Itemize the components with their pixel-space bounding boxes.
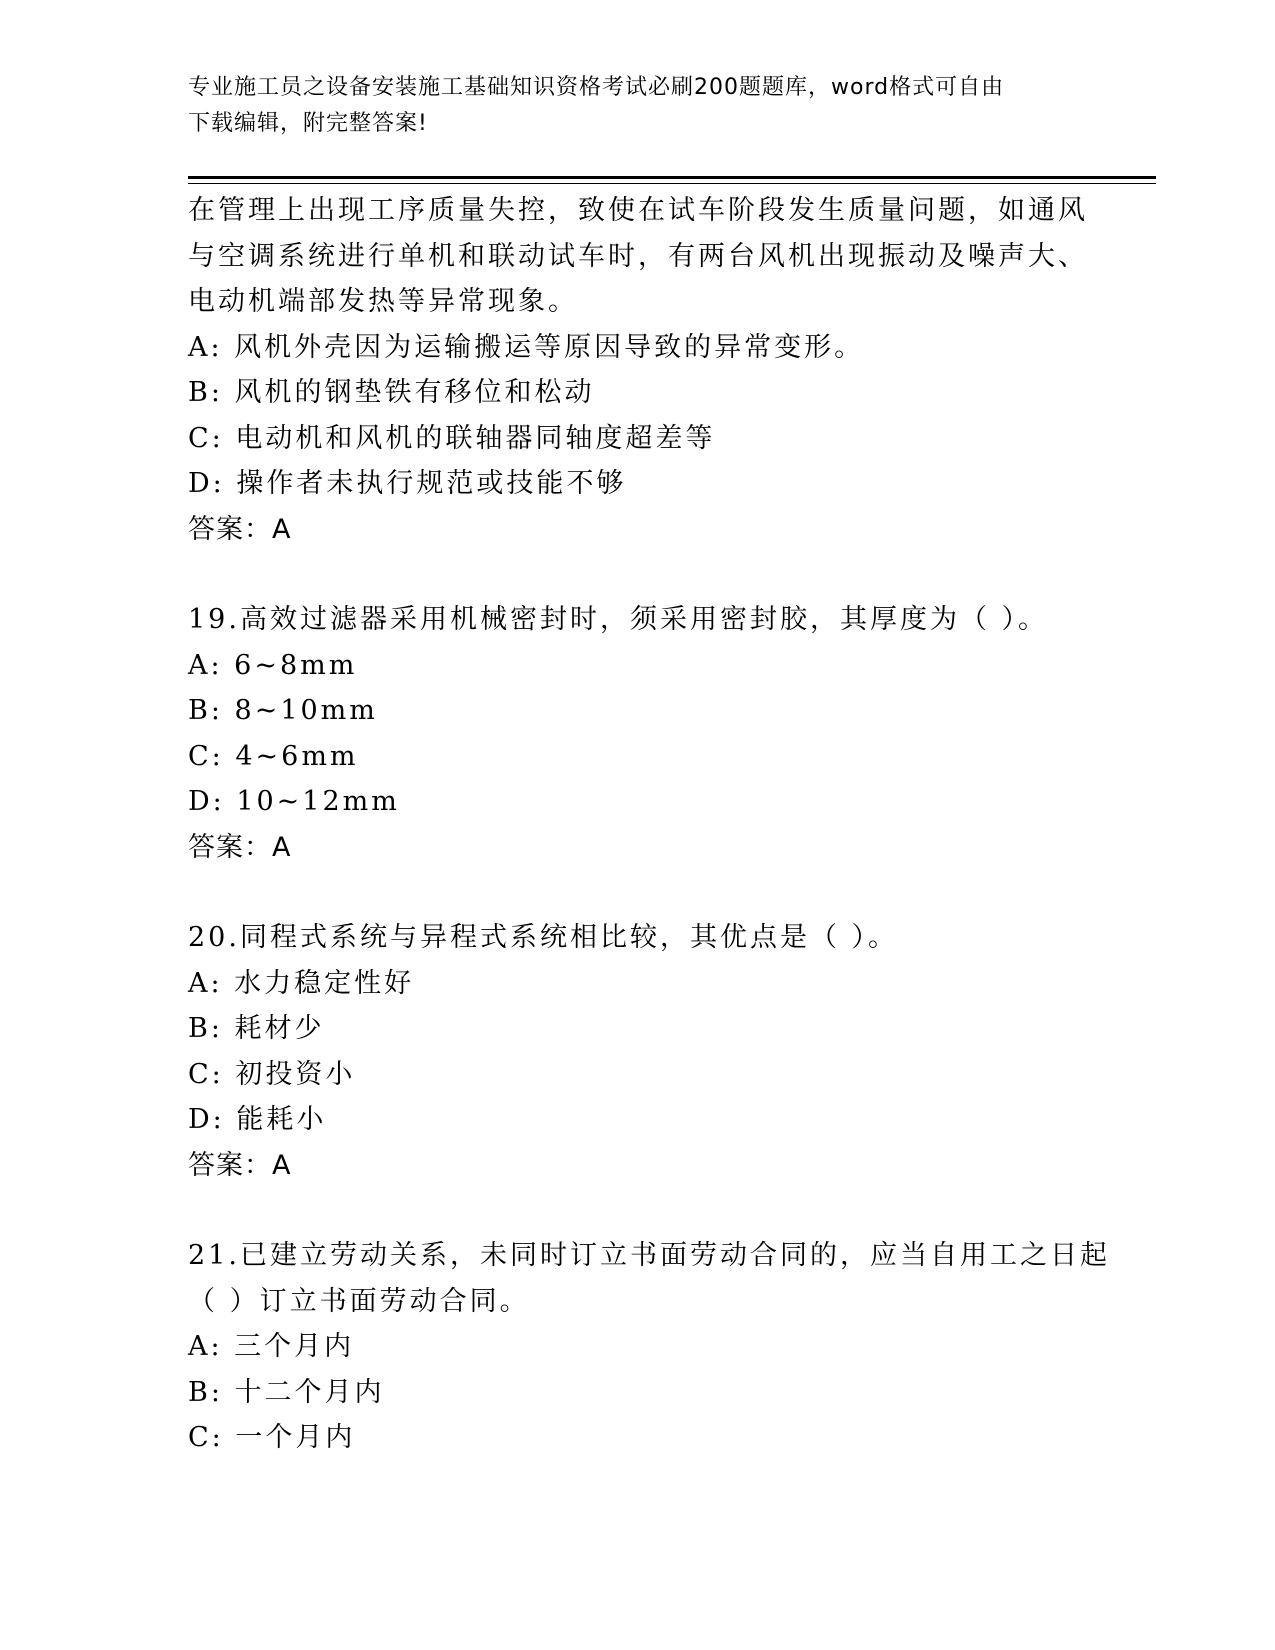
answer-line: 答案：A bbox=[188, 1149, 292, 1181]
answer-line: 答案：A bbox=[188, 513, 292, 545]
document-header bbox=[188, 70, 1088, 142]
option-a: A: 三个月内 bbox=[188, 1331, 355, 1362]
question-block-21 bbox=[188, 1233, 1108, 1461]
spacer bbox=[188, 1188, 1108, 1233]
option-b: B: 风机的钢垫铁有移位和松动 bbox=[188, 377, 595, 408]
header-rule-thick bbox=[188, 176, 1156, 179]
question-block-continued bbox=[188, 188, 1108, 552]
answer-line: 答案：A bbox=[188, 831, 292, 863]
question-stem: 20.同程式系统与异程式系统相比较，其优点是（ ）。 bbox=[188, 922, 899, 953]
question-stem-line: 电动机端部发热等异常现象。 bbox=[188, 286, 578, 317]
question-stem-line: 在管理上出现工序质量失控，致使在试车阶段发生质量问题，如通风 bbox=[188, 195, 1088, 226]
option-c: C: 初投资小 bbox=[188, 1058, 356, 1090]
question-stem-line: 21.已建立劳动关系，未同时订立书面劳动合同的，应当自用工之日起 bbox=[188, 1240, 1110, 1271]
option-a: A: 水力稳定性好 bbox=[188, 967, 415, 999]
header-rule-thin bbox=[188, 183, 1156, 184]
spacer bbox=[188, 870, 1108, 915]
question-stem-line: （ ）订立书面劳动合同。 bbox=[188, 1285, 530, 1317]
header-title-line-1: 专业施工员之设备安装施工基础知识资格考试必刷200题题库，word格式可自由 bbox=[188, 75, 1005, 100]
option-d: D: 10~12mm bbox=[188, 786, 400, 817]
spacer bbox=[188, 552, 1108, 597]
option-b: B: 耗材少 bbox=[188, 1013, 325, 1044]
option-c: C: 一个月内 bbox=[188, 1422, 356, 1453]
option-a: A: 风机外壳因为运输搬运等原因导致的异常变形。 bbox=[188, 331, 865, 363]
option-c: C: 4~6mm bbox=[188, 740, 359, 772]
option-d: D: 能耗小 bbox=[188, 1104, 327, 1135]
question-content bbox=[188, 188, 1108, 1461]
option-a: A: 6~8mm bbox=[188, 649, 358, 681]
question-stem-line: 与空调系统进行单机和联动试车时，有两台风机出现振动及噪声大、 bbox=[188, 240, 1088, 272]
question-block-20 bbox=[188, 915, 1108, 1188]
header-title-line-2: 下载编辑，附完整答案! bbox=[188, 111, 428, 136]
option-d: D: 操作者未执行规范或技能不够 bbox=[188, 468, 627, 499]
option-b: B: 8~10mm bbox=[188, 695, 378, 726]
question-stem: 19.高效过滤器采用机械密封时，须采用密封胶，其厚度为（ ）。 bbox=[188, 604, 1049, 635]
option-b: B: 十二个月内 bbox=[188, 1376, 385, 1408]
option-c: C: 电动机和风机的联轴器同轴度超差等 bbox=[188, 422, 716, 454]
question-block-19 bbox=[188, 597, 1108, 870]
